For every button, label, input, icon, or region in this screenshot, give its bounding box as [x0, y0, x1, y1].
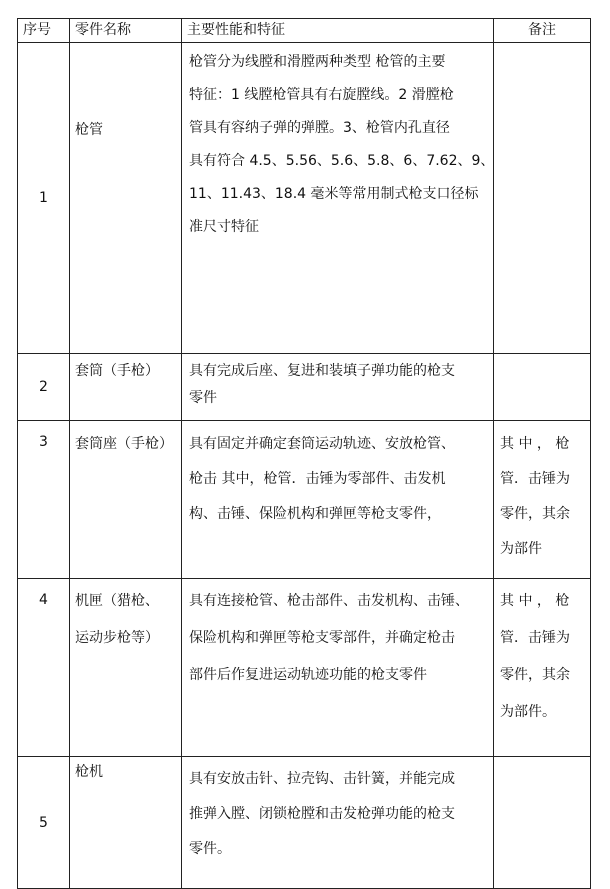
desc-line: 具有固定并确定套筒运动轨迹、安放枪管、 — [189, 436, 455, 452]
header-num: 序号 — [18, 19, 70, 43]
note-line: 零件，其余 — [500, 667, 570, 683]
table-row — [18, 354, 591, 421]
note-line: 管．击锤为 — [500, 471, 570, 487]
table-row — [18, 421, 591, 579]
row-desc — [182, 354, 494, 421]
desc-line: 零件。 — [189, 841, 231, 857]
row-note — [494, 579, 591, 757]
desc-line: 管具有容纳子弹的弹膛。3、枪管内孔直径 — [189, 120, 450, 136]
row-desc — [182, 421, 494, 579]
row-num: 3 — [18, 421, 70, 579]
table-row — [18, 757, 591, 889]
desc-line: 特征：1 线膛枪管具有右旋膛线。2 滑膛枪 — [189, 87, 454, 103]
row-note — [494, 421, 591, 579]
note-line: 零件，其余 — [500, 506, 570, 522]
desc-line: 具有连接枪管、枪击部件、击发机构、击锤、 — [189, 593, 469, 609]
row-name: 套筒（手枪） — [70, 354, 182, 421]
desc-line: 构、击锤、保险机构和弹匣等枪支零件， — [189, 506, 441, 522]
note-line: 为部件 — [500, 541, 542, 557]
row-note — [494, 43, 591, 354]
note-line: 为部件。 — [500, 704, 556, 720]
desc-line: 推弹入膛、闭锁枪膛和击发枪弹功能的枪支 — [189, 806, 455, 822]
desc-line: 具有符合 4.5、5.56、5.6、5.8、6、7.62、9、 — [189, 153, 495, 169]
name-line: 机匣（猎枪、 — [75, 593, 159, 609]
header-desc: 主要性能和特征 — [182, 19, 494, 43]
row-desc — [182, 579, 494, 757]
row-num: 5 — [18, 757, 70, 889]
row-num: 4 — [18, 579, 70, 757]
desc-line: 枪管分为线膛和滑膛两种类型 枪管的主要 — [189, 54, 446, 70]
note-line: 管．击锤为 — [500, 630, 570, 646]
row-name: 套筒座（手枪） — [70, 421, 182, 579]
row-name — [70, 579, 182, 757]
name-line: 运动步枪等） — [75, 630, 159, 646]
desc-line: 部件后作复进运动轨迹功能的枪支零件 — [189, 667, 427, 683]
desc-line: 准尺寸特征 — [189, 219, 259, 235]
row-desc — [182, 43, 494, 354]
desc-line: 保险机构和弹匣等枪支零部件，并确定枪击 — [189, 630, 455, 646]
desc-line: 11、11.43、18.4 毫米等常用制式枪支口径标 — [189, 186, 479, 202]
desc-line: 具有完成后座、复进和装填子弹功能的枪支 — [189, 363, 455, 379]
row-desc — [182, 757, 494, 889]
row-num: 1 — [18, 43, 70, 354]
note-line: 其 中 ， 枪 — [500, 436, 570, 452]
row-note — [494, 757, 591, 889]
desc-line: 具有安放击针、拉壳钩、击针簧，并能完成 — [189, 771, 455, 787]
header-name: 零件名称 — [70, 19, 182, 43]
header-note: 备注 — [494, 19, 591, 43]
desc-line: 枪击 其中，枪管．击锤为零部件、击发机 — [189, 471, 446, 487]
row-name: 枪管 — [70, 43, 182, 354]
row-num: 2 — [18, 354, 70, 421]
note-line: 其 中 ， 枪 — [500, 593, 570, 609]
parts-table — [17, 18, 591, 889]
desc-line: 零件 — [189, 390, 217, 406]
row-name: 枪机 — [70, 757, 182, 889]
table-row — [18, 579, 591, 757]
table-row — [18, 43, 591, 354]
header-row — [18, 19, 591, 43]
row-note — [494, 354, 591, 421]
